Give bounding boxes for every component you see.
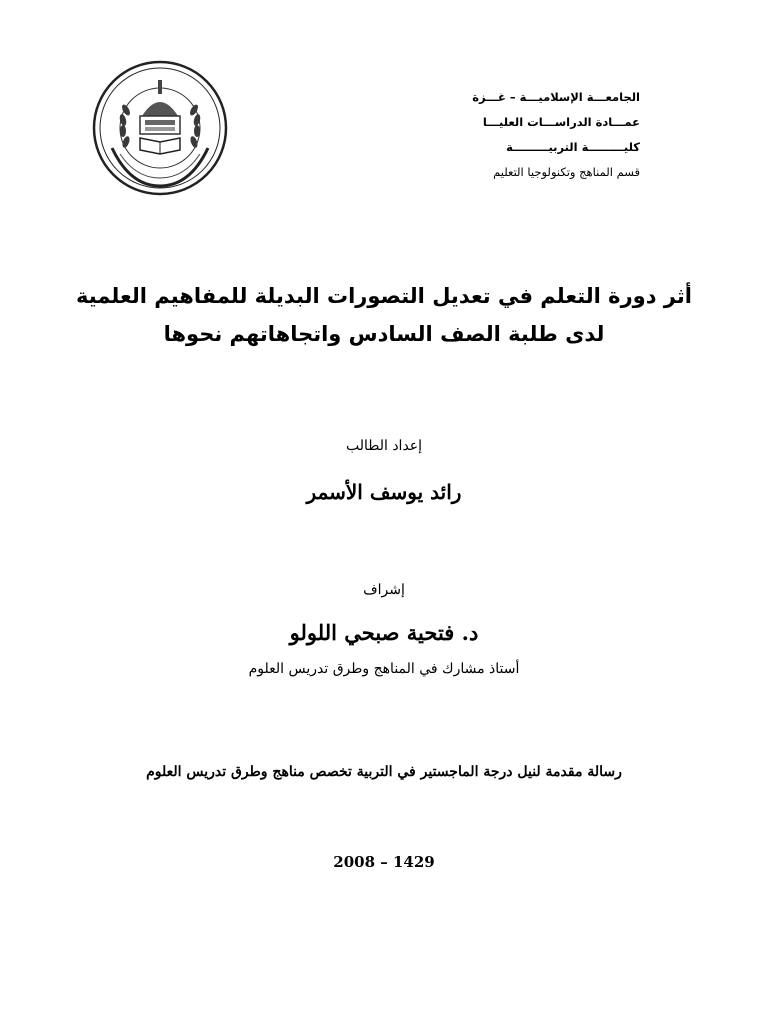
thesis-title-line2: لدى طلبة الصف السادس واتجاهاتهم نحوها bbox=[163, 322, 605, 346]
thesis-title-line1: أثر دورة التعلم في تعديل التصورات البديلة للمفاهيم العلمية bbox=[76, 284, 692, 308]
author-name: رائد يوسف الأسمر bbox=[306, 480, 462, 504]
university-seal-icon bbox=[90, 58, 230, 198]
prepared-by-label: إعداد الطالب bbox=[345, 438, 423, 454]
supervisor-title: أستاذ مشارك في المناهج وطرق تدريس العلوم bbox=[248, 661, 520, 677]
supervision-label: إشراف bbox=[363, 582, 405, 598]
supervisor-name: د. فتحية صبحي اللولو bbox=[289, 620, 479, 645]
university-logo bbox=[90, 58, 230, 198]
header-faculty: كليـــــــــة التربيـــــــــة bbox=[506, 140, 640, 154]
year: 2008 – 1429 bbox=[333, 853, 435, 871]
header-department: قسم المناهج وتكنولوجيا التعليم bbox=[493, 165, 640, 179]
thesis-degree-note: رسالة مقدمة لنيل درجة الماجستير في التربية تخصص مناهج وطرق تدريس العلوم bbox=[146, 764, 622, 780]
header-university: الجامعـــة الإسلاميـــة – غـــزة bbox=[472, 90, 640, 104]
header-graduate-studies: عمـــادة الدراســـات العليـــا bbox=[482, 115, 640, 129]
